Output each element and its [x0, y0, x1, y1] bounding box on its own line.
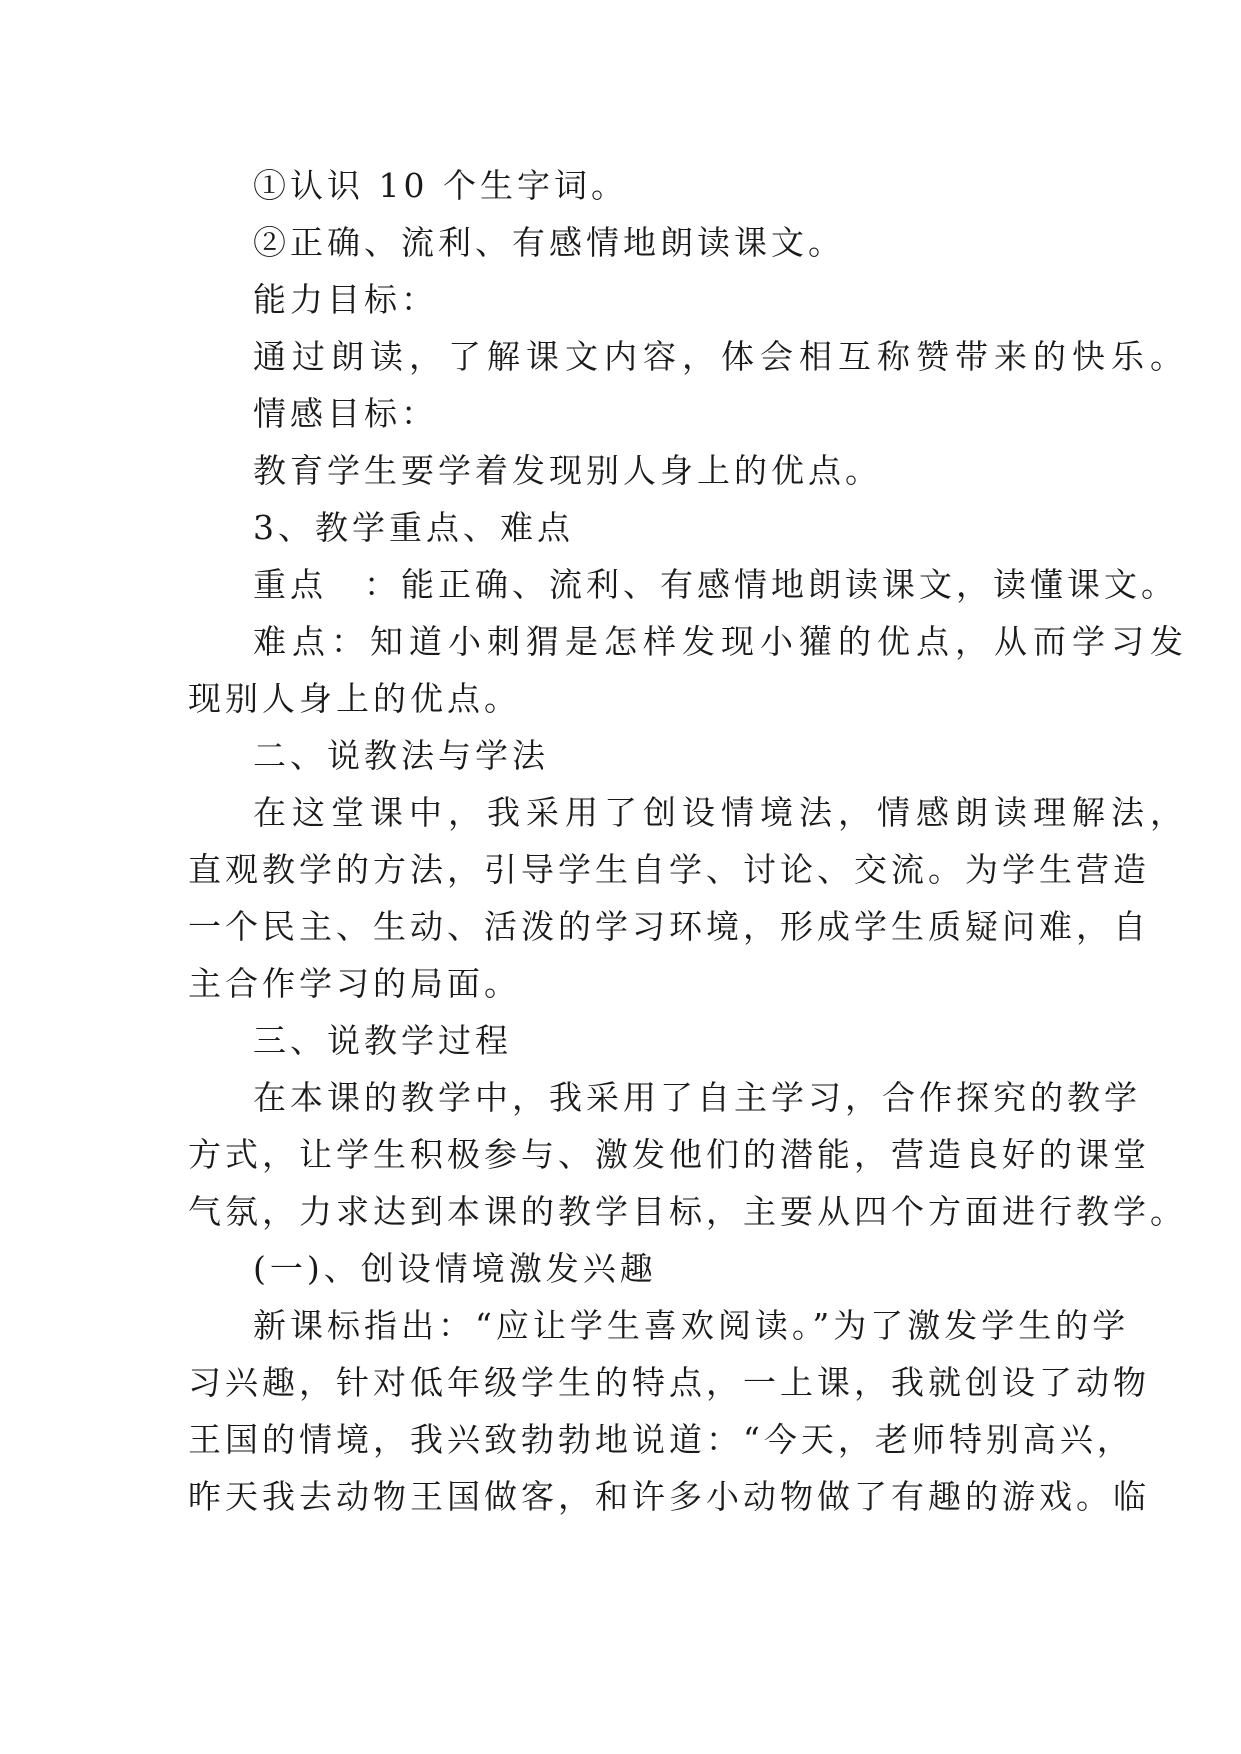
text-line: 通过朗读，了解课文内容，体会相互称赞带来的快乐。 — [253, 337, 1189, 376]
text-line: 主合作学习的局面。 — [188, 964, 521, 1003]
section-heading: 二、说教法与学法 — [253, 736, 549, 775]
text-line: ①认识 10 个生字词。 — [253, 166, 628, 205]
section-heading: 情感目标： — [253, 394, 438, 433]
text-line: 新课标指出：“应让学生喜欢阅读。”为了激发学生的学 — [253, 1306, 1130, 1345]
text-line: 方式，让学生积极参与、激发他们的潜能，营造良好的课堂 — [188, 1135, 1150, 1174]
text-line: 习兴趣，针对低年级学生的特点，一上课，我就创设了动物 — [188, 1363, 1150, 1402]
text-line: 一个民主、生动、活泼的学习环境，形成学生质疑问难，自 — [188, 907, 1150, 946]
text-line: 教育学生要学着发现别人身上的优点。 — [253, 451, 882, 490]
text-line: 现别人身上的优点。 — [188, 679, 521, 718]
text-line: 气氛，力求达到本课的教学目标，主要从四个方面进行教学。 — [188, 1192, 1187, 1231]
text-line: 昨天我去动物王国做客，和许多小动物做了有趣的游戏。临 — [188, 1477, 1150, 1516]
text-line: 直观教学的方法，引导学生自学、讨论、交流。为学生营造 — [188, 850, 1150, 889]
section-heading: (一)、创设情境激发兴趣 — [253, 1249, 657, 1288]
section-heading: 3、教学重点、难点 — [253, 508, 574, 547]
text-line: 重点 ：能正确、流利、有感情地朗读课文，读懂课文。 — [253, 565, 1178, 604]
text-line: 在本课的教学中，我采用了自主学习，合作探究的教学 — [253, 1078, 1141, 1117]
text-line: 难点：知道小刺猬是怎样发现小獾的优点，从而学习发 — [253, 622, 1189, 661]
text-line: ②正确、流利、有感情地朗读课文。 — [253, 223, 845, 262]
section-heading: 三、说教学过程 — [253, 1021, 512, 1060]
section-heading: 能力目标： — [253, 280, 438, 319]
text-line: 在这堂课中，我采用了创设情境法，情感朗读理解法， — [253, 793, 1189, 832]
text-line: 王国的情境，我兴致勃勃地说道：“今天，老师特别高兴， — [188, 1420, 1134, 1459]
